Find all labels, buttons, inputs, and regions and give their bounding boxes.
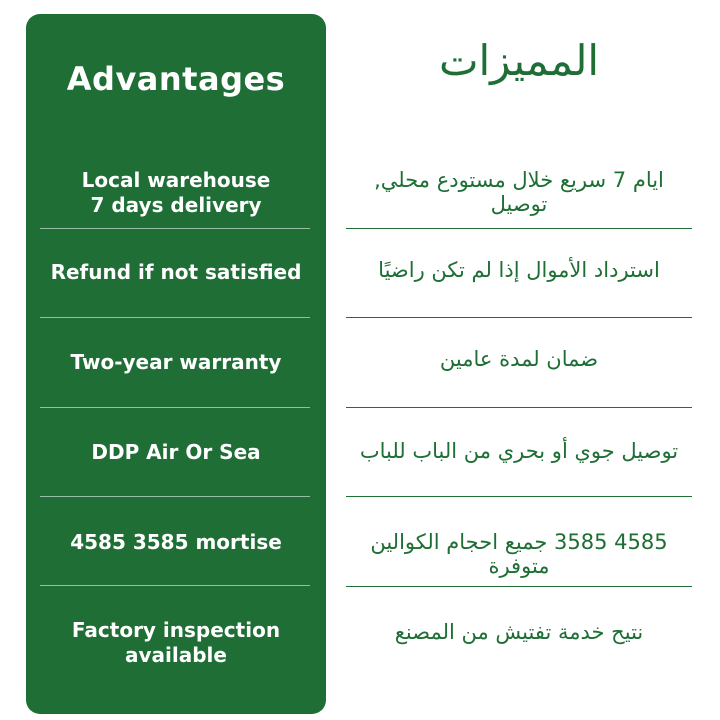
right-divider (346, 317, 692, 318)
advantages-title-arabic: المميزات (438, 36, 600, 85)
advantage-item-arabic-refund: استرداد الأموال إذا لم تكن راضيًا (378, 258, 660, 282)
advantage-item-refund (26, 260, 326, 285)
left-divider (40, 317, 310, 318)
advantage-item-line1: Factory inspection (71, 618, 281, 642)
right-divider (346, 407, 692, 408)
left-divider (40, 228, 310, 229)
advantage-item-line1: Local warehouse (81, 168, 271, 192)
left-divider (40, 585, 310, 586)
advantage-item-arabic-delivery: ايام 7 سريع خلال مستودع محلي, توصيل (374, 168, 664, 216)
advantage-item-line1: Two-year warranty (70, 350, 282, 374)
advantage-item-line1: DDP Air Or Sea (91, 440, 261, 464)
advantage-item-inspection (26, 618, 326, 668)
advantages-title: Advantages (66, 60, 286, 98)
advantage-item-local-warehouse (26, 168, 326, 218)
left-divider (40, 496, 310, 497)
advantage-item-line2: available (125, 643, 227, 667)
right-divider (346, 496, 692, 497)
advantages-panel (26, 14, 326, 714)
advantage-item-arabic-inspection: نتيح خدمة تفتيش من المصنع (394, 620, 644, 644)
right-divider (346, 586, 692, 587)
advantage-item-line2: 7 days delivery (90, 193, 262, 217)
advantage-item-arabic-warranty: ضمان لمدة عامين (439, 347, 599, 371)
advantage-item-line1: Refund if not satisfied (50, 260, 302, 284)
advantage-item-ddp (26, 440, 326, 465)
advantage-item-warranty (26, 350, 326, 375)
left-divider (40, 407, 310, 408)
right-divider (346, 228, 692, 229)
advantage-item-arabic-mortise: 4585 3585 جميع احجام الكوالين متوفرة (370, 530, 668, 578)
advantage-item-arabic-ddp: توصيل جوي أو بحري من الباب للباب (359, 439, 679, 463)
advantage-item-line1: 4585 3585 mortise (70, 530, 282, 554)
advantage-item-mortise (26, 530, 326, 555)
